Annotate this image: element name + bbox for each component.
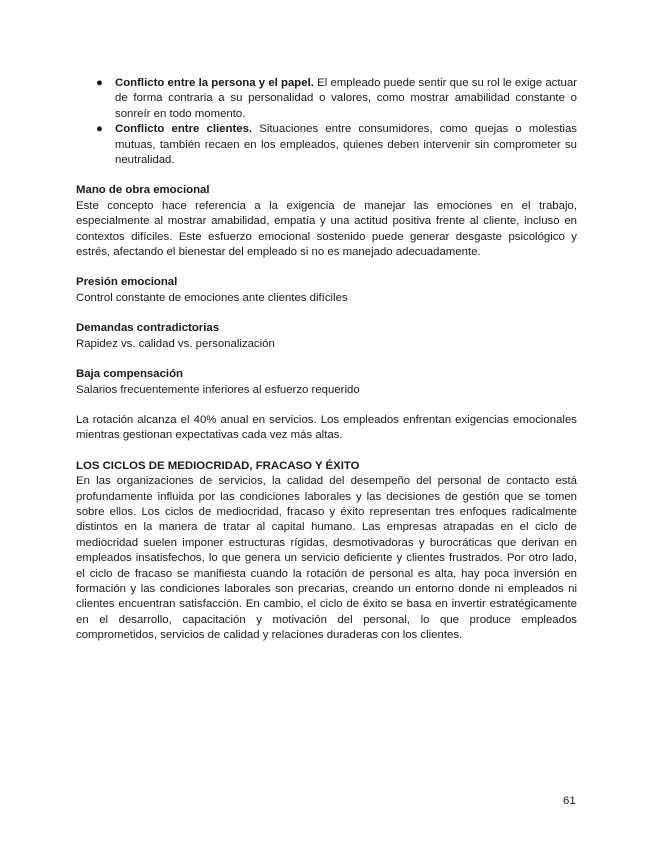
document-page	[76, 76, 577, 644]
section-cycles	[76, 459, 577, 644]
cycles-heading: LOS CICLOS DE MEDIOCRIDAD, FRACASO Y ÉXITO	[76, 459, 360, 472]
conflict-bullet-list	[76, 76, 577, 168]
page-number: 61	[563, 795, 576, 807]
section-low-compensation	[76, 367, 577, 398]
bullet-item-conflict-clients	[76, 122, 577, 168]
bullet-dot-icon: ●	[96, 77, 103, 89]
section-body: Este concepto hace referencia a la exigencia de manejar las emociones en el trabajo, especialmente al mostrar amabilidad, empatía y una actitud positiva frente al cliente, incluso en contextos difíciles. Este esfuerzo emocional sostenido puede generar desgaste psicológico y estrés, afectando el bienestar del empleado si no es manejado adecuadamente.	[76, 199, 577, 259]
section-body: Rapidez vs. calidad vs. personalización	[76, 337, 275, 350]
section-emotional-labor	[76, 183, 577, 260]
rotation-paragraph: La rotación alcanza el 40% anual en servicios. Los empleados enfrentan exigencias emocionales mientras gestionan expectativas cada vez más altas.	[76, 413, 577, 442]
bullet-dot-icon: ●	[96, 123, 103, 136]
section-rotation	[76, 413, 577, 444]
bullet-item-conflict-person-role	[76, 76, 577, 122]
section-contradictory-demands	[76, 321, 577, 352]
section-body: Salarios frecuentemente inferiores al esfuerzo requerido	[76, 383, 360, 396]
cycles-body: En las organizaciones de servicios, la calidad del desempeño del personal de contacto está profundamente influida por las condiciones laborales y las decisiones de gestión que se tomen sobre ellos. Los ciclos de mediocridad, fracaso y éxito representan tres enfoques radicalmente distintos en la manera de tratar al capital humano. Las empresas atrapadas en el ciclo de mediocridad suelen imponer estructuras rígidas, desmotivadoras y burocráticas que derivan en empleados insatisfechos, lo que genera un servicio deficiente y clientes frustrados. Por otro lado, el ciclo de fracaso se manifiesta cuando la rotación de personal es alta, hay poca inversión en formación y las condiciones laborales son precarias, creando un entorno donde ni empleados ni clientes encuentran satisfacción. En cambio, el ciclo de éxito se basa en invertir estratégicamente en el desarrollo, capacitación y motivación del personal, lo que produce empleados comprometidos, servicios de calidad y relaciones duraderas con los clientes.	[76, 475, 577, 642]
section-heading: Presión emocional	[76, 276, 178, 289]
bullet-text: Situaciones entre consumidores, como quejas o molestias mutuas, también recaen en los empleados, quienes deben intervenir sin comprometer su neutralidad.	[115, 123, 577, 167]
bullet-bold-lead: Conflicto entre la persona y el papel.	[115, 77, 314, 89]
section-emotional-pressure	[76, 275, 577, 306]
bullet-text: El empleado puede sentir que su rol le exige actuar de forma contraria a su personalidad o valores, como mostrar amabilidad constante o sonreír en todo momento.	[115, 77, 578, 120]
section-body: Control constante de emociones ante clientes difíciles	[76, 291, 348, 304]
section-heading: Baja compensación	[76, 368, 183, 381]
bullet-bold-lead: Conflicto entre clientes.	[115, 123, 253, 136]
section-heading: Mano de obra emocional	[76, 184, 210, 197]
section-heading: Demandas contradictorias	[76, 322, 220, 335]
